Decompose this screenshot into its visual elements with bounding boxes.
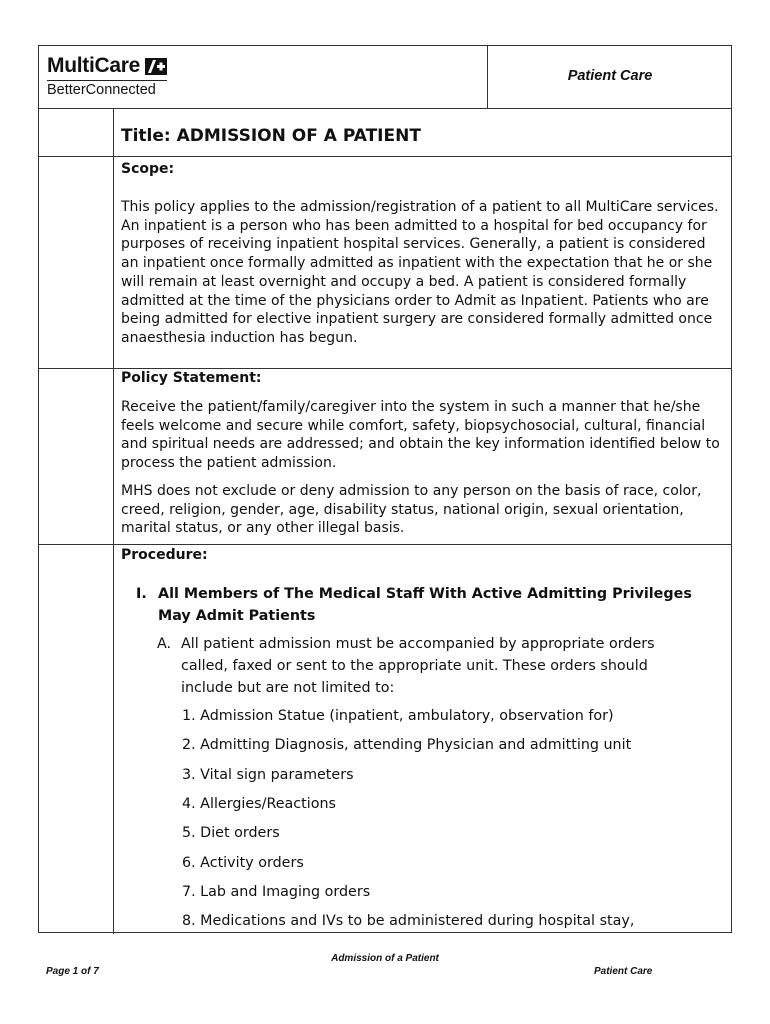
order-list-item: 1. Admission Statue (inpatient, ambulatory, observation for) (182, 708, 614, 724)
document-title: Title: ADMISSION OF A PATIENT (121, 126, 421, 146)
footer-page-number: Page 1 of 7 (46, 966, 99, 977)
order-list-item: 3. Vital sign parameters (182, 767, 354, 783)
header-column-divider (487, 46, 488, 108)
policy-heading: Policy Statement: (121, 370, 262, 386)
policy-paragraph-2: MHS does not exclude or deny admission to any person on the basis of race, color, creed, religion, gender, age, disability status, national origin, sexual orientation, marital status, or any other illegal basis. (121, 483, 702, 537)
item-text: All patient admission must be accompanied by appropriate orders called, faxed or sent to the appropriate unit. These orders should include but are not limited to: (181, 636, 655, 696)
department-label: Patient Care (567, 68, 653, 84)
procedure-heading: Procedure: (121, 547, 208, 563)
policy-document-frame (38, 45, 732, 933)
order-list-item: 4. Allergies/Reactions (182, 796, 336, 812)
logo-name: MultiCare (47, 54, 140, 77)
order-list-item: 2. Admitting Diagnosis, attending Physician and admitting unit (182, 737, 632, 753)
policy-paragraph-1: Receive the patient/family/caregiver into the system in such a manner that he/she feels welcome and secure while comfort, safety, biopsychosocial, cultural, financial and spiritual needs are addressed; and obtain the key information identified below to process the patient admission. (121, 399, 720, 472)
policy-divider (39, 544, 731, 545)
order-list-item: 8. Medications and IVs to be administered during hospital stay, (182, 913, 635, 929)
section-text: All Members of The Medical Staff With Active Admitting Privileges May Admit Patients (158, 586, 692, 624)
procedure-item-a (157, 633, 697, 699)
footer-document-name: Admission of a Patient (331, 953, 439, 964)
header-divider (39, 108, 731, 109)
margin-column-divider (113, 108, 114, 934)
order-list-item: 7. Lab and Imaging orders (182, 884, 371, 900)
section-number: I. (136, 586, 147, 602)
title-divider (39, 156, 731, 157)
logo-tagline: BetterConnected (47, 82, 156, 98)
multicare-cross-icon (145, 58, 167, 75)
order-list-item: 6. Activity orders (182, 855, 304, 871)
footer-department: Patient Care (594, 966, 653, 977)
scope-divider (39, 368, 731, 369)
logo-rule (47, 80, 167, 81)
procedure-section-1 (136, 583, 726, 627)
scope-heading: Scope: (121, 161, 175, 177)
item-letter: A. (157, 636, 172, 652)
scope-text: This policy applies to the admission/registration of a patient to all MultiCare services. An inpatient is a person who has been admitted to a hospital for bed occupancy for purposes of receiving inpatient hospital services. Generally, a patient is considered an inpatient once formally admitted as inpatient with the expectation that he or she will remain at least overnight and occupy a bed. A patient is considered formally admitted at the time of the physicians order to Admit as Inpatient. Patients who are being admitted for elective inpatient surgery are considered formally admitted once anaesthesia induction has begun. (121, 199, 719, 346)
order-list-item: 5. Diet orders (182, 825, 280, 841)
multicare-logo (47, 54, 167, 98)
